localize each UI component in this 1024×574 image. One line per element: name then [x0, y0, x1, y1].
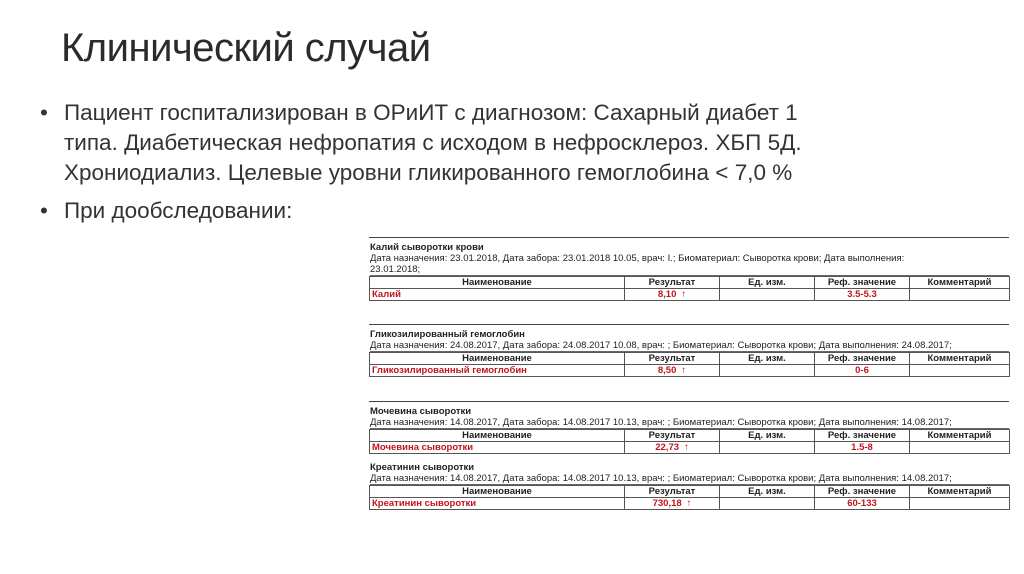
test-name: Мочевина сыворотки	[370, 442, 625, 454]
arrow-up-icon: ↑	[681, 365, 687, 376]
header-name: Наименование	[370, 430, 625, 442]
header-result: Результат	[625, 486, 720, 498]
test-name: Калий	[370, 289, 625, 301]
report-meta: Дата назначения: 23.01.2018, Дата забора: 23.01.2018 10.05, врач: I.; Биоматериал: Сыворотка крови; Дата выполнения:	[370, 253, 905, 264]
header-ref: Реф. значение	[815, 277, 910, 289]
header-name: Наименование	[370, 486, 625, 498]
report-title: Мочевина сыворотки	[370, 406, 472, 417]
divider	[369, 401, 1009, 402]
test-comment	[910, 365, 1010, 377]
lab-report-hba1c	[369, 324, 1009, 377]
report-meta: Дата назначения: 14.08.2017, Дата забора: 14.08.2017 10.13, врач: ; Биоматериал: Сыворотка крови; Дата выполнения: 14.08.2017;	[370, 417, 1009, 429]
table-header-row	[370, 353, 1010, 365]
header-comment: Комментарий	[910, 430, 1010, 442]
lab-report-creatinine	[369, 462, 1009, 510]
bullet-text: При дообследовании:	[64, 198, 293, 223]
arrow-up-icon: ↑	[686, 498, 692, 509]
test-name: Креатинин сыворотки	[370, 498, 625, 510]
table-header-row	[370, 430, 1010, 442]
result-value: 8,50	[657, 365, 677, 376]
divider	[369, 237, 1009, 238]
header-result: Результат	[625, 353, 720, 365]
test-unit	[720, 498, 815, 510]
test-ref: 1.5-8	[815, 442, 910, 454]
test-result	[625, 442, 720, 454]
test-result	[625, 498, 720, 510]
bullet-list	[40, 98, 840, 234]
result-table	[369, 352, 1010, 377]
report-title: Креатинин сыворотки	[370, 462, 475, 473]
test-comment	[910, 498, 1010, 510]
table-header-row	[370, 277, 1010, 289]
bullet-text: Пациент госпитализирован в ОРиИТ с диагнозом: Сахарный диабет 1 типа. Диабетическая нефропатия с исходом в нефросклероз. ХБП 5Д. Хрониодиализ. Целевые уровни гликированного гемоглобина < 7,0 %	[64, 100, 802, 185]
header-name: Наименование	[370, 353, 625, 365]
report-meta-continued: 23.01.2018;	[370, 264, 1009, 276]
result-value: 22,73	[655, 442, 680, 453]
report-meta: Дата назначения: 14.08.2017, Дата забора: 14.08.2017 10.13, врач: ; Биоматериал: Сыворотка крови; Дата выполнения: 14.08.2017;	[370, 473, 1009, 485]
bullet-marker: •	[40, 198, 48, 223]
bullet-item	[40, 196, 840, 226]
header-result: Результат	[625, 277, 720, 289]
lab-report-potassium	[369, 237, 1009, 301]
table-row	[370, 289, 1010, 301]
test-unit	[720, 289, 815, 301]
test-result	[625, 289, 720, 301]
header-unit: Ед. изм.	[720, 353, 815, 365]
slide-title: Клинический случай	[61, 26, 431, 70]
arrow-up-icon: ↑	[681, 289, 687, 300]
test-comment	[910, 442, 1010, 454]
header-unit: Ед. изм.	[720, 277, 815, 289]
lab-report-urea	[369, 401, 1009, 510]
test-result	[625, 365, 720, 377]
bullet-marker: •	[40, 100, 48, 125]
result-table	[369, 429, 1010, 454]
test-ref: 3.5-5.3	[815, 289, 910, 301]
bullet-item	[40, 98, 840, 188]
header-comment: Комментарий	[910, 353, 1010, 365]
result-table	[369, 485, 1010, 510]
header-result: Результат	[625, 430, 720, 442]
divider	[369, 324, 1009, 325]
report-meta: Дата назначения: 24.08.2017, Дата забора: 24.08.2017 10.08, врач: ; Биоматериал: Сыворотка крови; Дата выполнения: 24.08.2017;	[370, 340, 1009, 352]
result-value: 730,18	[652, 498, 682, 509]
header-ref: Реф. значение	[815, 486, 910, 498]
header-comment: Комментарий	[910, 277, 1010, 289]
header-comment: Комментарий	[910, 486, 1010, 498]
report-title: Калий сыворотки крови	[370, 242, 484, 253]
header-name: Наименование	[370, 277, 625, 289]
test-unit	[720, 442, 815, 454]
test-unit	[720, 365, 815, 377]
test-ref: 60-133	[815, 498, 910, 510]
table-row	[370, 365, 1010, 377]
report-title: Гликозилированный гемоглобин	[370, 329, 525, 340]
arrow-up-icon: ↑	[684, 442, 689, 453]
header-unit: Ед. изм.	[720, 486, 815, 498]
table-row	[370, 498, 1010, 510]
result-table	[369, 276, 1010, 301]
header-unit: Ед. изм.	[720, 430, 815, 442]
table-header-row	[370, 486, 1010, 498]
header-ref: Реф. значение	[815, 430, 910, 442]
header-ref: Реф. значение	[815, 353, 910, 365]
result-value: 8,10	[657, 289, 677, 300]
table-row	[370, 442, 1010, 454]
test-ref: 0-6	[815, 365, 910, 377]
test-comment	[910, 289, 1010, 301]
test-name: Гликозилированный гемоглобин	[370, 365, 625, 377]
